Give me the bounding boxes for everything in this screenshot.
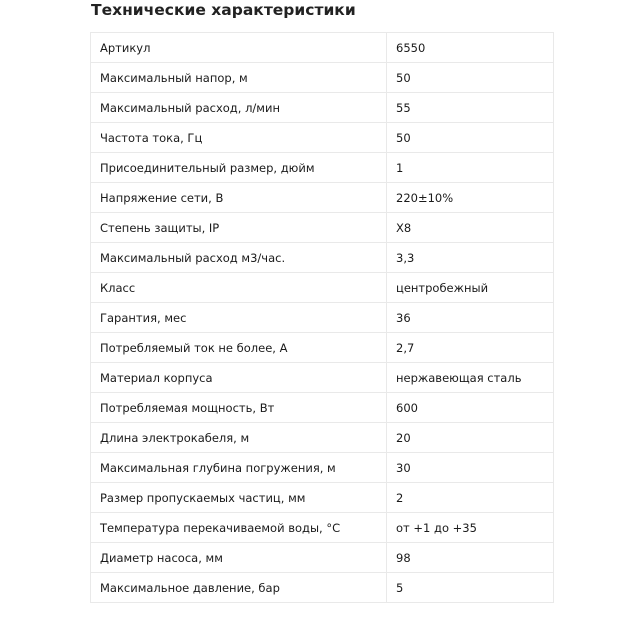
spec-value-article: 6550 xyxy=(387,33,554,63)
spec-label-warranty: Гарантия, мес xyxy=(91,303,387,333)
spec-label-class: Класс xyxy=(91,273,387,303)
spec-value-immersion-depth: 30 xyxy=(387,453,554,483)
table-row xyxy=(91,573,554,603)
spec-value-particle-size: 2 xyxy=(387,483,554,513)
table-row xyxy=(91,423,554,453)
spec-value-current: 2,7 xyxy=(387,333,554,363)
table-row xyxy=(91,153,554,183)
spec-label-connection-size: Присоединительный размер, дюйм xyxy=(91,153,387,183)
table-row xyxy=(91,93,554,123)
spec-value-protection: X8 xyxy=(387,213,554,243)
spec-label-cable-length: Длина электрокабеля, м xyxy=(91,423,387,453)
spec-label-max-flow-m3h: Максимальный расход м3/час. xyxy=(91,243,387,273)
spec-value-max-head: 50 xyxy=(387,63,554,93)
table-row xyxy=(91,513,554,543)
section-title: Технические характеристики xyxy=(91,1,356,19)
table-row xyxy=(91,183,554,213)
table-row xyxy=(91,303,554,333)
spec-label-voltage: Напряжение сети, В xyxy=(91,183,387,213)
spec-label-max-head: Максимальный напор, м xyxy=(91,63,387,93)
table-row xyxy=(91,363,554,393)
spec-value-max-pressure: 5 xyxy=(387,573,554,603)
spec-label-pump-diameter: Диаметр насоса, мм xyxy=(91,543,387,573)
spec-label-max-flow-lpm: Максимальный расход, л/мин xyxy=(91,93,387,123)
spec-label-power: Потребляемая мощность, Вт xyxy=(91,393,387,423)
spec-value-voltage: 220±10% xyxy=(387,183,554,213)
table-row xyxy=(91,123,554,153)
spec-label-particle-size: Размер пропускаемых частиц, мм xyxy=(91,483,387,513)
table-row xyxy=(91,213,554,243)
spec-label-immersion-depth: Максимальная глубина погружения, м xyxy=(91,453,387,483)
spec-label-water-temperature: Температура перекачиваемой воды, °С xyxy=(91,513,387,543)
spec-label-housing-material: Материал корпуса xyxy=(91,363,387,393)
spec-value-class: центробежный xyxy=(387,273,554,303)
spec-label-article: Артикул xyxy=(91,33,387,63)
table-row xyxy=(91,543,554,573)
table-row xyxy=(91,33,554,63)
table-row xyxy=(91,453,554,483)
spec-value-warranty: 36 xyxy=(387,303,554,333)
spec-value-cable-length: 20 xyxy=(387,423,554,453)
table-row xyxy=(91,243,554,273)
table-row xyxy=(91,483,554,513)
spec-value-water-temperature: от +1 до +35 xyxy=(387,513,554,543)
table-row xyxy=(91,63,554,93)
spec-value-pump-diameter: 98 xyxy=(387,543,554,573)
table-row xyxy=(91,273,554,303)
specifications-table xyxy=(90,32,554,603)
spec-label-protection: Степень защиты, IP xyxy=(91,213,387,243)
spec-value-connection-size: 1 xyxy=(387,153,554,183)
spec-label-current: Потребляемый ток не более, А xyxy=(91,333,387,363)
table-row xyxy=(91,393,554,423)
spec-label-frequency: Частота тока, Гц xyxy=(91,123,387,153)
table-row xyxy=(91,333,554,363)
spec-value-max-flow-m3h: 3,3 xyxy=(387,243,554,273)
spec-value-frequency: 50 xyxy=(387,123,554,153)
spec-label-max-pressure: Максимальное давление, бар xyxy=(91,573,387,603)
spec-value-max-flow-lpm: 55 xyxy=(387,93,554,123)
spec-value-housing-material: нержавеющая сталь xyxy=(387,363,554,393)
spec-value-power: 600 xyxy=(387,393,554,423)
